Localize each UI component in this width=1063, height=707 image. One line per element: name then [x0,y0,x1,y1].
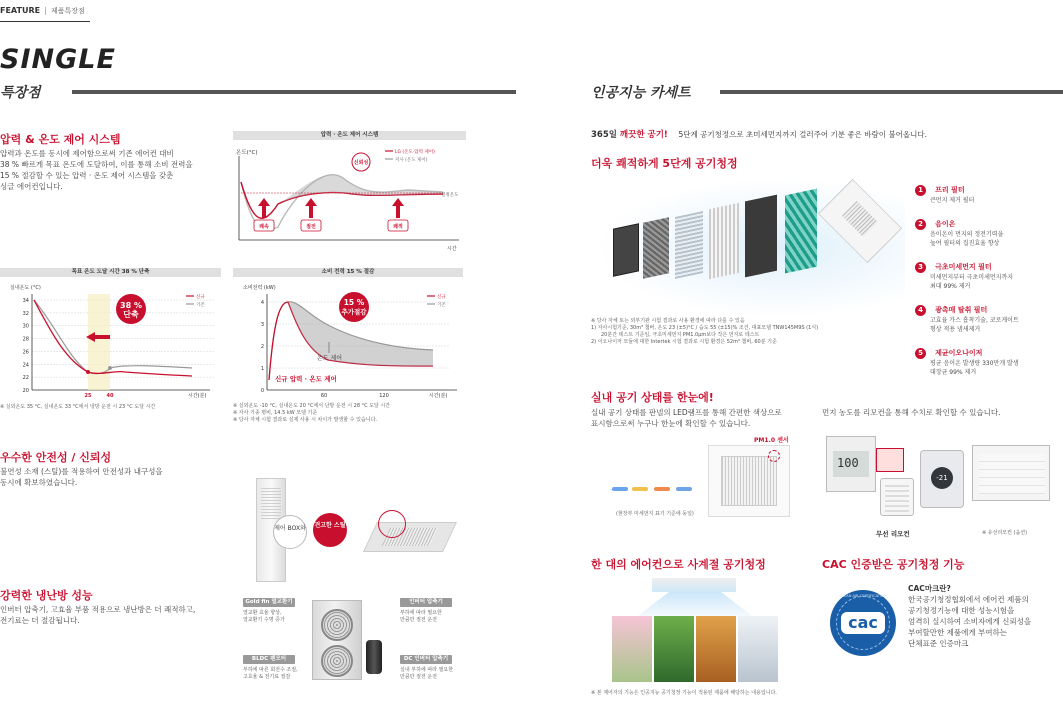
header [0,4,90,22]
intro-a: 365일 [591,130,620,140]
cac-body-line: 공기청정기능에 대한 성능시험을 [908,606,1015,615]
filter-desc: 음이온이 먼지의 정전기력을 [930,231,1004,238]
desc-line: 부하에 따른 회전수 조절, [243,667,298,673]
filter-num: 5 [915,348,926,359]
chart-power-badge-1: 15 % [343,298,365,307]
desc-line: 고효율 & 전기료 절감 [243,674,291,680]
pressure-temp-body [0,148,225,192]
chart-temp [0,280,221,400]
filters-title: 더욱 쾌적하게 5단계 공기청정 [591,157,738,170]
chart-top-legend-old: 저사 (온도 제어) [395,158,428,163]
body-line: 인버터 압축기, 고효율 부품 적용으로 냉난방은 더 쾌적하고, [0,605,196,614]
filter-num: 3 [915,262,926,273]
desc-line: 부하에 따라 필요한 [400,610,442,616]
chart-power-badge-2: 추가절감 [341,308,367,316]
body-line: 압력과 온도를 동시에 제어함으로써 기존 에어컨 대비 [0,149,174,158]
air-state-body [591,407,821,429]
pm-sensor-circle [768,450,780,462]
chart-power-title: 소비 전력 15 % 절감 [233,268,463,277]
part-desc [243,610,303,624]
chart-power-xtick: 60 [320,393,328,399]
part-label: DC 인버터 압축기 [400,655,452,664]
wireless-remote-image [880,478,914,516]
body-line: 전기료는 더 절감됩니다. [0,616,80,625]
chart-temp-legend-old: 기존 [196,303,205,308]
filter-desc: 미세먼지부터 극초미세먼지까지 [930,274,1014,281]
desc-line: 실내 부하에 따라 필요한 [400,667,454,673]
right-section-rule [720,90,1063,94]
chart-power-ylabel: 소비전력 (kW) [243,285,276,291]
y-tick-label: 34 [22,298,29,304]
filter-item [915,177,1063,205]
filter-name: 제균이오나이저 [935,349,983,357]
chart-top-badge: 신뢰성 [353,160,369,166]
filter-name: 극초미세먼지 필터 [935,263,992,271]
round-remote-image: -21 [920,450,964,508]
pm-sensor-label: PM1.0 센서 [754,437,789,444]
body-line: 15 % 절감할 수 있는 압력 · 온도 제어 시스템을 갖춘 [0,171,174,180]
part-desc [243,667,303,681]
body-line: 싱글 에어컨입니다. [0,182,63,191]
filter-name: 프리 필터 [935,186,965,194]
header-subtitle: 제품특장점 [51,7,85,15]
y-tick-label: 4 [260,300,264,306]
chart-power-label-temp: 온도 제어 [317,355,343,362]
filter-list [915,177,1063,377]
stability-badge-box: 제어 BOX와 [273,515,307,549]
filter-desc: 높여 필터의 집진효율 향상 [930,240,1000,247]
remote-zoom-image [876,448,904,472]
desc-line: 열교환기 수명 증가 [243,617,285,623]
part-desc [400,610,460,624]
filter-desc: 형상 적용 냄새제거 [930,326,981,333]
chart-temp-legend-new: 신규 [196,295,205,300]
chart-top-xlabel: 시간 [447,246,457,252]
wired-remote-note: ※ 유선리모컨 (옵션) [982,530,1028,536]
y-tick-label: 1 [260,366,264,372]
desc-line: 만큼만 절전 운전 [400,617,437,623]
filter-name: 음이온 [935,220,956,228]
stability-heading: 우수한 안전성 / 신뢰성 [0,451,112,464]
chart-top-title: 압력 · 온도 제어 시스템 [233,131,466,140]
seasons-title: 한 대의 에어컨으로 사계절 공기청정 [591,558,766,571]
note-line: ※ 당사 자체 또는 외부기관 시험 결과로 사용 환경에 따라 다를 수 있음 [591,318,745,324]
cac-body-line: 엄격히 실시하여 소비자에게 신뢰성을 [908,617,1032,626]
right-section-title: 인공지능 카세트 [591,85,691,101]
filter-name: 광촉매 탈취 필터 [935,306,988,314]
chart-temp-xtick: 40 [106,393,114,399]
y-tick-label: 28 [22,336,29,343]
left-section-rule [72,90,516,94]
filters-image [595,178,905,318]
body-line: 표시함으로써 누구나 한눈에 확인할 수 있습니다. [591,419,751,428]
y-tick-label: 24 [22,362,29,369]
body-line: 실내 공기 상태를 판넬의 LED램프를 통해 간편한 색상으로 [591,408,782,417]
y-tick-label: 3 [260,322,264,328]
note-line: ※ 자사 기종 평비, 14.5 kW 모델 기준 [233,410,318,416]
footer-note: ※ 본 제어자의 기능은 인공지능 공기청정 기능이 적용된 제품에 해당하는 내용입니다. [591,690,777,696]
wired-remote-panel-image [972,445,1050,501]
filter-num: 2 [915,219,926,230]
performance-body [0,604,230,626]
chart-temp-badge-1: 38 % [120,301,142,310]
left-section-title: 특장점 [0,85,41,101]
filter-item [915,340,1063,377]
air-state-title: 실내 공기 상태를 한눈에! [591,391,714,404]
page-title: SINGLE [0,44,116,75]
chart-power-notes [233,403,468,424]
chart-temp-ylabel: 실내온도 (°C) [10,285,41,291]
cac-body-line: 단체표준 인증마크 [908,639,969,648]
filter-item [915,254,1063,291]
cac-logo-text: cac [841,612,885,634]
desc-line: 만큼만 절전 운전 [400,674,437,680]
chart-top-ylabel: 온도(°C) [236,150,258,156]
chart-temp-title: 목표 온도 도달 시간 38 % 단축 [0,268,221,277]
chart-top-tag: 절전 [306,224,316,230]
wireless-remote-label: 무선 리모컨 [876,530,910,538]
part-label: Gold fin 열교환기 [243,598,295,607]
display-value: 100 [837,456,859,470]
desc-line: 열교환 효율 향상, [243,610,282,616]
filter-desc: 큰먼지 제거 필터 [930,197,975,204]
body-line: 동시에 확보하였습니다. [0,478,78,487]
note-line: ※ 당사 자체 시험 결과로 실제 사용 시 차이가 발생할 수 있습니다. [233,417,378,423]
y-tick-label: 26 [22,349,29,356]
wired-remote-image [826,436,876,492]
y-tick-label: 2 [260,344,264,350]
seasons-image [612,578,777,683]
filter-item [915,211,1063,248]
y-tick-label: 20 [22,388,29,394]
chart-top-setpoint: 설정온도 [441,193,459,198]
chart-power [233,280,463,400]
compressor-image [366,640,382,674]
filter-desc: 최대 99% 제거 [930,283,971,290]
filter-desc: 평균 음이온 발생량 330만개 발생 [930,360,1019,367]
remote-text: 먼지 농도를 리모컨을 통해 수치로 확인할 수 있습니다. [822,408,1001,417]
intro-line [591,128,927,140]
chart-power-xtick: 120 [379,393,389,399]
y-tick-label: 30 [22,323,29,330]
cac-logo [830,590,896,656]
cac-title: CAC 인증받은 공기청정 기능 [822,558,965,571]
chart-temp-xtick: 25 [84,393,92,399]
body-line: 불연성 소재 (스틸)를 적용하여 안전성과 내구성을 [0,467,163,476]
note-line: 1) 자사시험기준, 30m³ 챔버, 온도 23 (±5)°C / 습도 55 (±15)% 조건, 대표모델 TNW145M9S (1식) [591,325,819,331]
chart-top-tag: 쾌적 [393,224,403,230]
header-sep: | [44,6,47,15]
pressure-temp-heading: 압력 & 온도 제어 시스템 [0,133,121,146]
chart-top [233,142,466,257]
cac-ring-text: CLEAN AIR CERTIFICATION [839,594,887,598]
body-line: 38 % 빠르게 목표 온도에 도달하여, 이를 통해 소비 전력을 [0,160,193,169]
chart-temp-badge-2: 단축 [123,310,139,319]
chart-power-xlabel: 시간(분) [429,393,448,399]
note-line: 2) 이오나이저 모듈에 대한 Intertek 시험 결과로 시험 환경은 52m³ 챔버, 60분 기준 [591,339,777,345]
chart-power-legend-new: 신규 [437,295,446,300]
cac-body [908,583,1058,649]
stability-badge-steel: 견고한 스틸 [313,513,347,547]
led-indicators: · [610,485,700,505]
part-label: BLDC 팬모터 [243,655,295,664]
intro-b: 깨끗한 공기! [619,130,668,140]
filter-item [915,297,1063,334]
stability-body [0,466,230,488]
led-caption: (현장부 미세먼지 표기 기준에 동일) [616,511,694,517]
intro-c: 5단계 공기청정으로 초미세먼지까지 걸러주어 기분 좋은 바람이 불어옵니다. [678,130,927,139]
chart-power-legend-old: 기존 [437,303,446,308]
cac-body-line: 부여할만한 제품에게 부여하는 [908,628,1007,637]
y-tick-label: 32 [22,310,29,317]
filter-desc: 대장균 99% 제거 [930,369,977,376]
chart-power-label-new: 신규 압력 · 온도 제어 [275,375,337,383]
cac-body-line: CAC마크란? [908,584,951,593]
cassette-detail-image [352,510,462,555]
filter-desc: 고효율 가스 흡착기술, 코로게이트 [930,317,1019,324]
part-label: 인버터 압축기 [400,598,452,607]
note-line: 20분간 테스트 기준임, 극초미세먼지 PM1.0μm보다 작은 먼지로 테스트 [601,332,760,338]
header-feature: FEATURE [0,6,41,15]
chart-temp-xlabel: 시간(분) [188,393,207,399]
chart-top-legend-lg: LG (온도·압력 제어) [395,150,435,155]
part-desc [400,667,460,681]
note-line: ※ 실외온도 -10 °C, 실내온도 20 °C에서 난방 운전 시 28 °C 도달 시간 [233,403,391,409]
chart-top-tag: 쾌속 [259,224,269,230]
filter-num: 1 [915,185,926,196]
y-tick-label: 0 [260,388,264,394]
performance-heading: 강력한 냉난방 성능 [0,589,93,602]
chart-temp-note: ※ 실외온도 35 °C, 실내온도 33 °C에서 냉방 운전 시 23 °C 도달 시간 [0,404,156,410]
y-tick-label: 22 [22,375,29,382]
cac-body-line: 한국공기청정협회에서 에어컨 제품의 [908,595,1029,604]
filter-num: 4 [915,305,926,316]
filter-notes [591,318,911,346]
outdoor-unit-image [312,600,362,680]
